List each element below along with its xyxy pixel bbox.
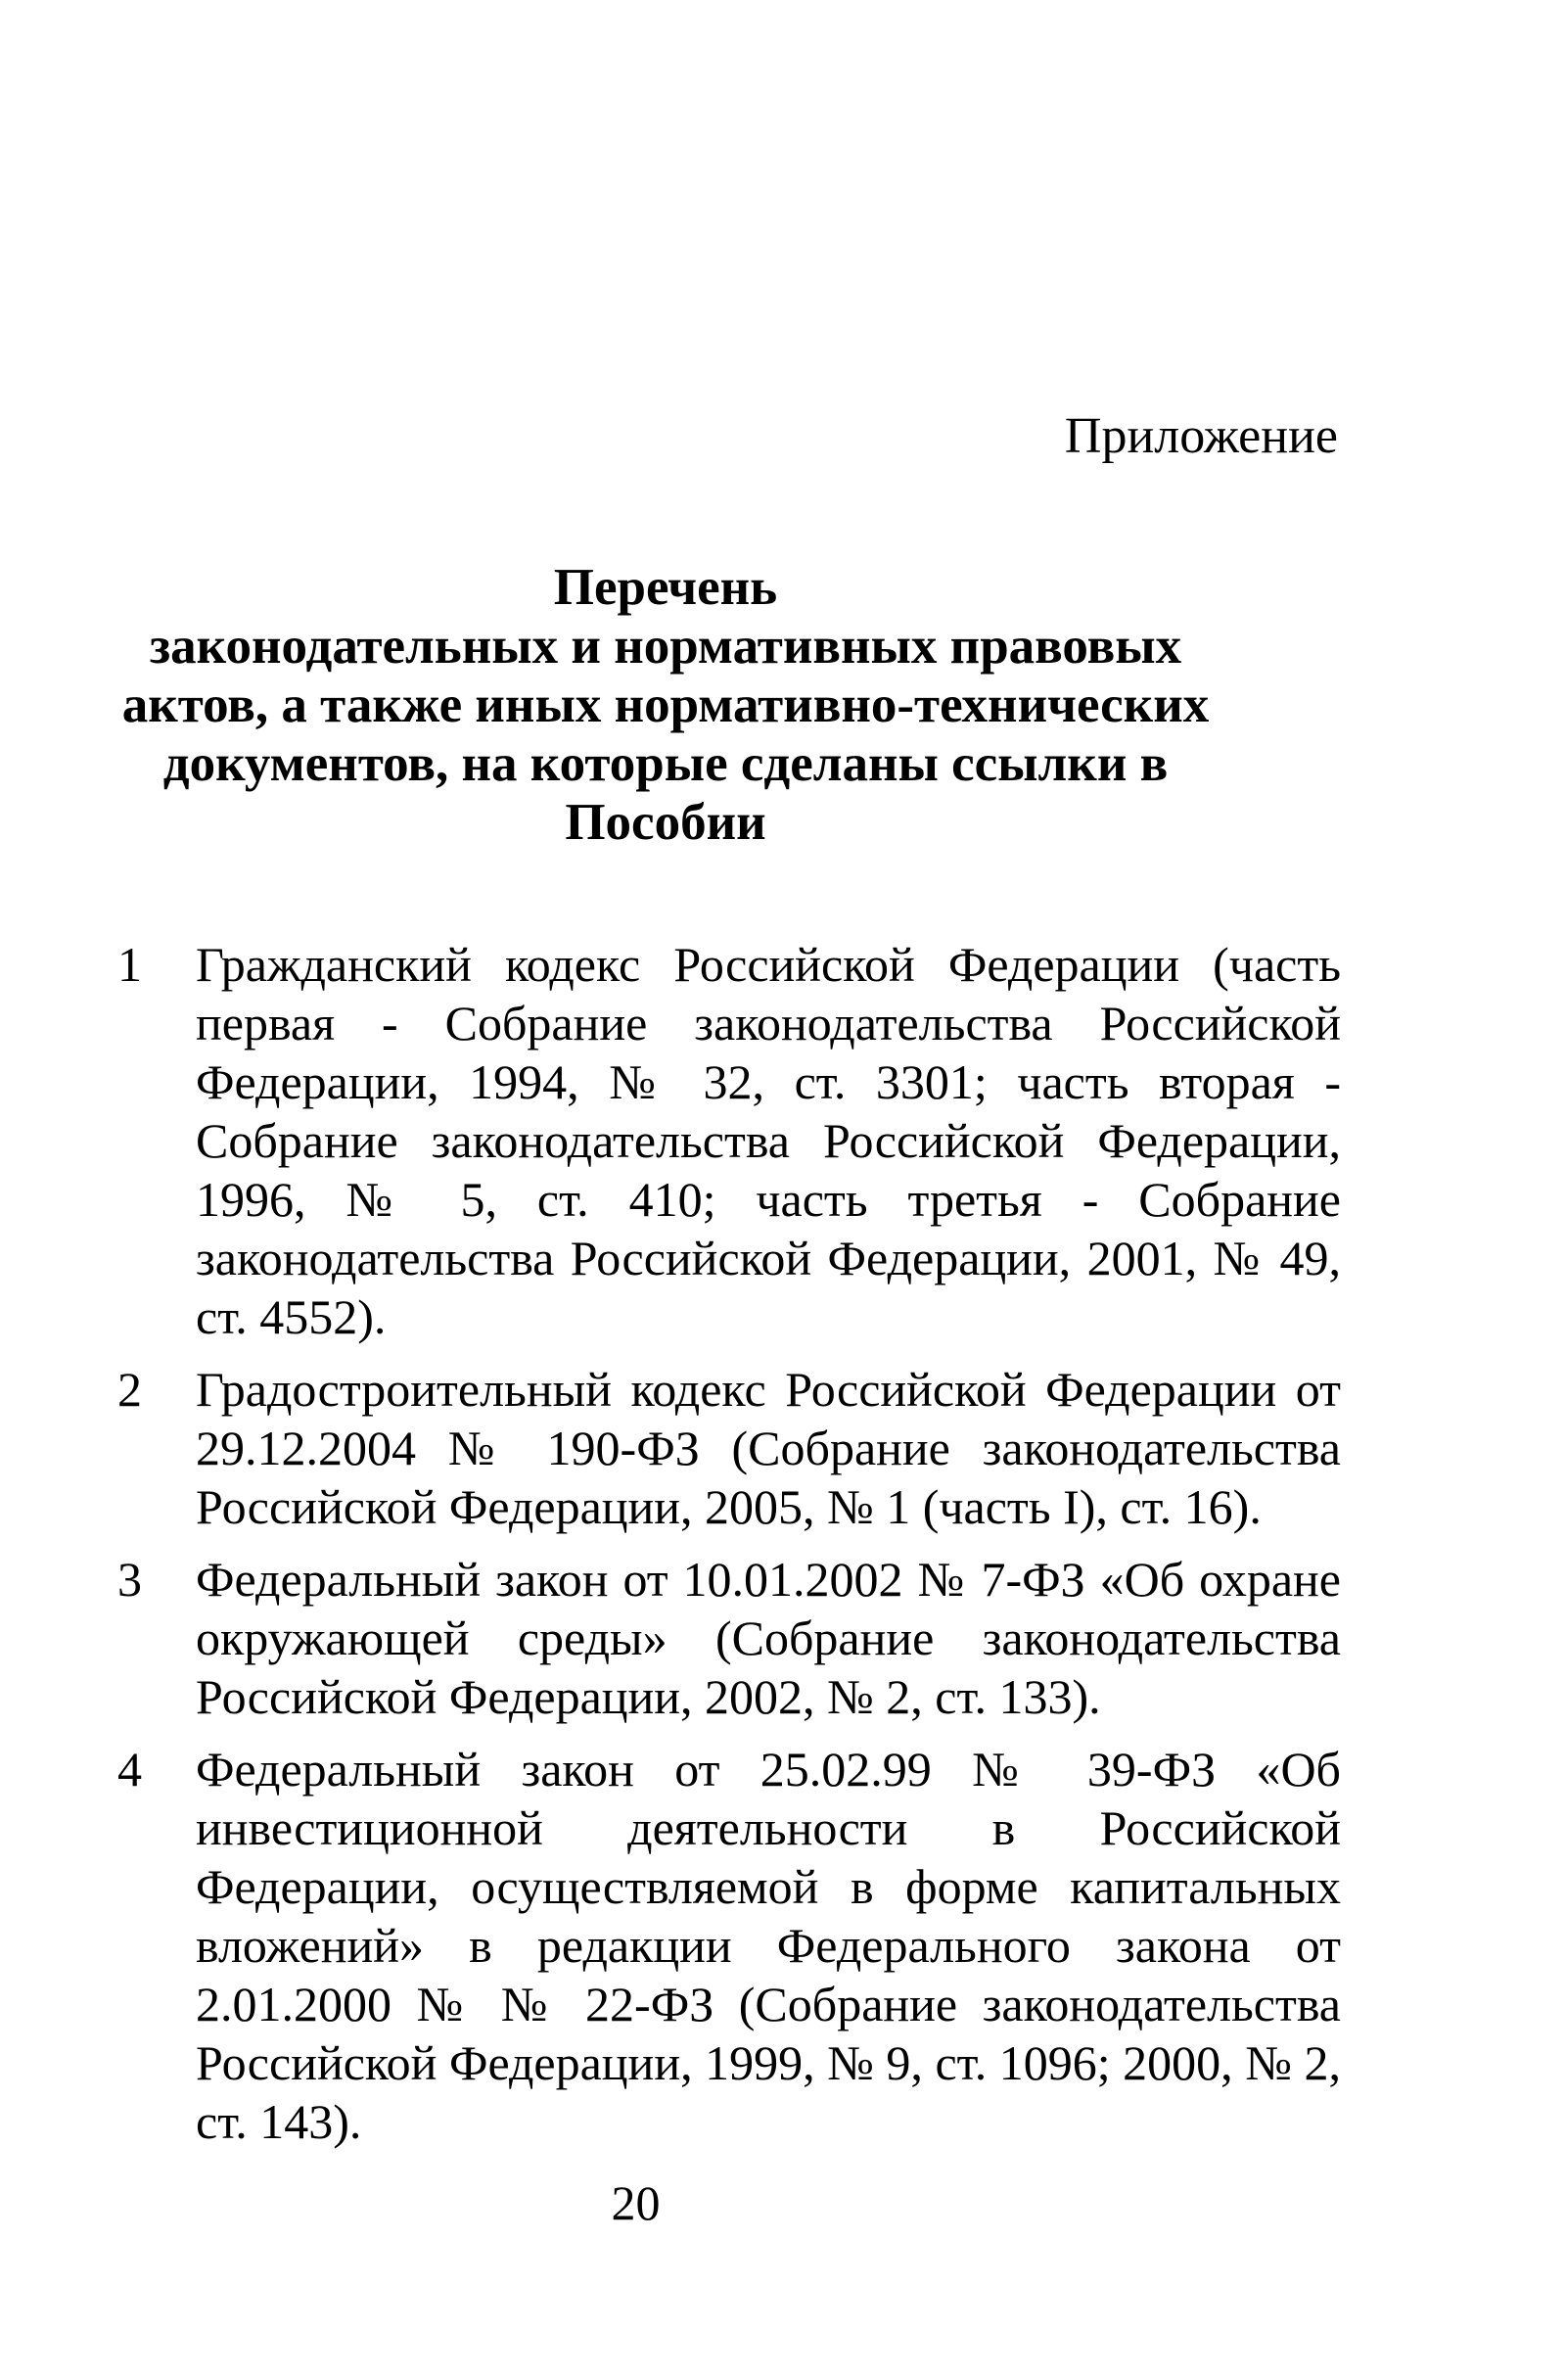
item-text: Федеральный закон от 10.01.2002 № 7-ФЗ «Об охране окружающей среды» (Собрание законодательства Российской Федерации, 2002, № 2, ст. 133). <box>196 1552 1341 1724</box>
list-item <box>117 1360 1341 1536</box>
list-item <box>117 935 1341 1346</box>
reference-list <box>117 935 1341 2165</box>
item-text: Федеральный закон от 25.02.99 № 39-ФЗ «Об инвестиционной деятельности в Российской Федерации, осуществляемой в форме капитальных вложений» в редакции Федерального закона от 2.01.2000 № № 22-ФЗ (Собрание законодательства Российской Федерации, 1999, № 9, ст. 1096; 2000, № 2, ст. 143). <box>196 1742 1341 2149</box>
item-text: Градостроительный кодекс Российской Федерации от 29.12.2004 № 190-ФЗ (Собрание законодательства Российской Федерации, 2005, № 1 (часть I), ст. 16). <box>196 1362 1341 1534</box>
title-line: Пособии <box>565 794 766 851</box>
title-line: актов, а также иных нормативно-технических <box>121 677 1210 733</box>
title-line: документов, на которые сделаны ссылки в <box>162 735 1169 792</box>
page-number: 20 <box>611 2175 661 2230</box>
title-line: законодательных и нормативных правовых <box>149 618 1182 675</box>
item-number: 2 <box>117 1362 142 1417</box>
list-item <box>117 1740 1341 2151</box>
title-line: Перечень <box>553 559 778 616</box>
item-text: Гражданский кодекс Российской Федерации (часть первая - Собрание законодательства Российской Федерации, 1994, № 32, ст. 3301; часть вторая - Собрание законодательства Российской Федерации, 1996, № 5, ст. 410; часть третья - Собрание законодательства Российской Федерации, 2001, № 49, ст. 4552). <box>196 937 1341 1344</box>
appendix-label: Приложение <box>1064 408 1338 464</box>
item-number: 1 <box>117 937 142 992</box>
item-number: 3 <box>117 1552 142 1607</box>
document-title <box>59 558 1272 852</box>
item-number: 4 <box>117 1742 142 1797</box>
list-item <box>117 1550 1341 1726</box>
